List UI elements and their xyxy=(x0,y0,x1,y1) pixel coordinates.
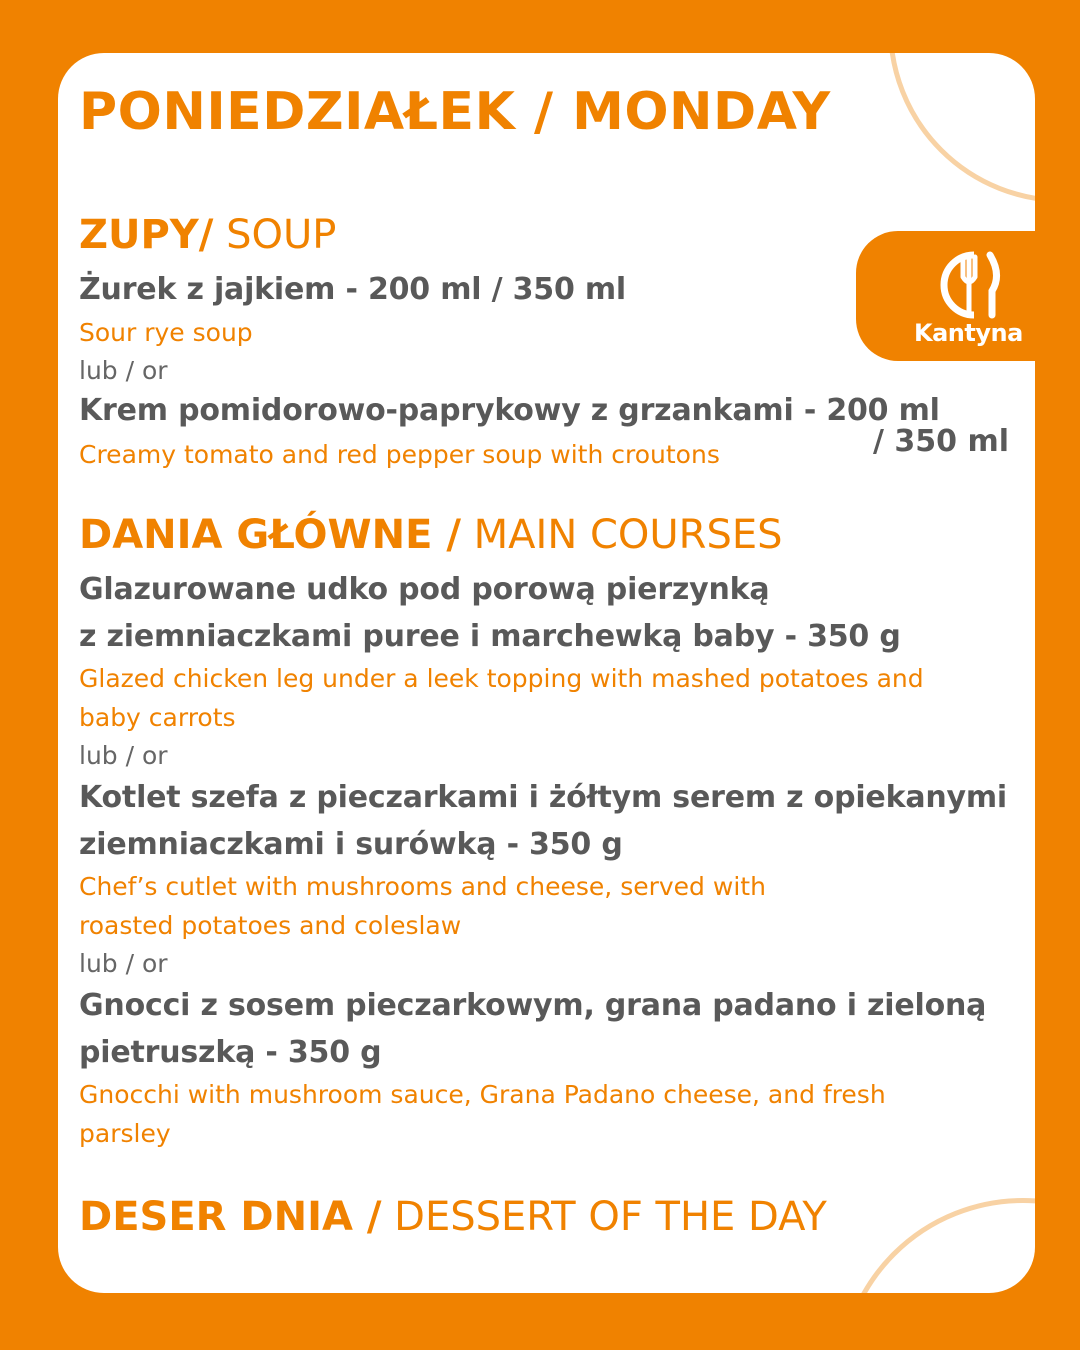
main-item-1-en-line-1: Glazed chicken leg under a leek topping with mashed potatoes and xyxy=(79,664,924,693)
or-separator: lub / or xyxy=(79,356,168,385)
soup-heading xyxy=(79,212,336,258)
day-title: PONIEDZIAŁEK / MONDAY xyxy=(79,82,831,142)
fork-knife-icon xyxy=(930,245,1010,325)
main-item-1-line-2: z ziemniaczkami puree i marchewką baby - 350 g xyxy=(79,619,901,654)
dessert-heading-en: DESSERT OF THE DAY xyxy=(394,1194,827,1240)
main-item-2-line-1: Kotlet szefa z pieczarkami i żółtym serem z opiekanymi xyxy=(79,780,1008,815)
or-separator: lub / or xyxy=(79,741,168,770)
soup-heading-en: SOUP xyxy=(226,212,337,258)
soup-item-2-en: Creamy tomato and red pepper soup with croutons xyxy=(79,440,720,469)
dessert-heading-pl: DESER DNIA / xyxy=(79,1194,382,1240)
soup-item-2-volume: / 350 ml xyxy=(873,424,1010,459)
soup-item-2: Krem pomidorowo-paprykowy z grzankami - 200 ml xyxy=(79,393,940,428)
soup-item-1: Żurek z jajkiem - 200 ml / 350 ml xyxy=(79,272,627,307)
main-item-3-line-1: Gnocci z sosem pieczarkowym, grana padano i zieloną xyxy=(79,988,987,1023)
soup-item-1-en: Sour rye soup xyxy=(79,318,253,347)
main-item-3-en-line-2: parsley xyxy=(79,1119,171,1148)
main-item-3-en-line-1: Gnocchi with mushroom sauce, Grana Padano cheese, and fresh xyxy=(79,1080,886,1109)
decorative-arc-bottom xyxy=(838,1198,1035,1293)
main-heading xyxy=(79,512,783,558)
main-item-2-en-line-2: roasted potatoes and coleslaw xyxy=(79,911,462,940)
decorative-arc-top xyxy=(888,53,1035,203)
main-heading-pl: DANIA GŁÓWNE / xyxy=(79,512,461,558)
logo-text: Kantyna xyxy=(914,319,1023,347)
dessert-heading xyxy=(79,1194,827,1240)
or-separator: lub / or xyxy=(79,949,168,978)
main-heading-en: MAIN COURSES xyxy=(473,512,783,558)
soup-heading-pl: ZUPY/ xyxy=(79,212,214,258)
main-item-2-line-2: ziemniaczkami i surówką - 350 g xyxy=(79,827,623,862)
main-item-3-line-2: pietruszką - 350 g xyxy=(79,1035,382,1070)
main-item-1-line-1: Glazurowane udko pod porową pierzynką xyxy=(79,572,770,607)
kantyna-logo-badge xyxy=(856,231,1080,361)
main-item-2-en-line-1: Chef’s cutlet with mushrooms and cheese, served with xyxy=(79,872,766,901)
main-item-1-en-line-2: baby carrots xyxy=(79,703,236,732)
